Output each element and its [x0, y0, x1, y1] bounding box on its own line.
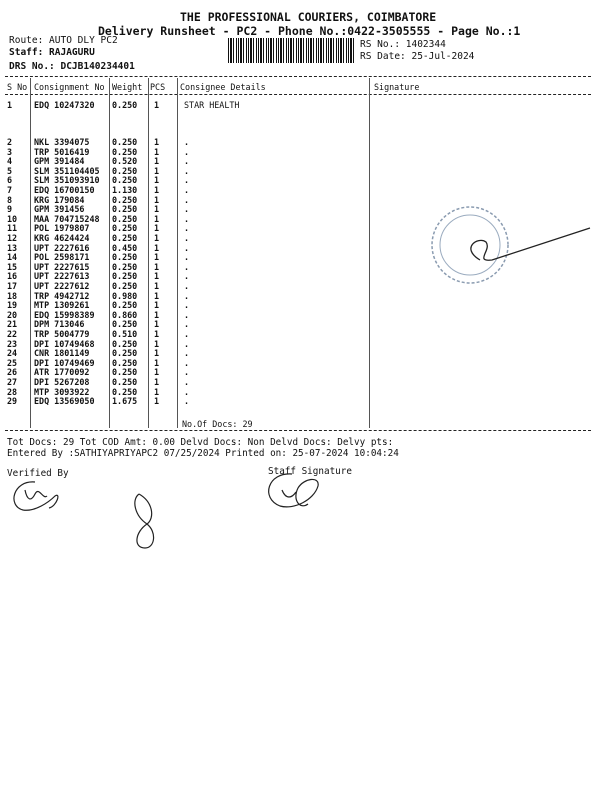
row-pcs: 1	[154, 281, 160, 291]
header-bottom-divider	[5, 94, 591, 95]
staff-label: Staff: RAJAGURU	[9, 47, 95, 58]
row-consignment: SLM 351093910	[34, 175, 100, 186]
row-pcs: 1	[154, 338, 160, 349]
row-sno: 14	[7, 252, 18, 263]
row-consignment: CNR 1801149	[34, 348, 90, 359]
row-consignee: .	[184, 252, 190, 263]
totals-line: Tot Docs: 29 Tot COD Amt: 0.00 Delvd Docs: Non Delvd Docs: Delvy pts:	[7, 437, 394, 448]
row-consignment: GPM 391456	[34, 204, 85, 215]
row-consignment: EDQ 15998389	[34, 309, 95, 320]
row-consignee: .	[184, 281, 190, 291]
row-weight: 0.520	[112, 156, 138, 167]
row-sno: 13	[7, 242, 18, 253]
row-consignment: UPT 2227615	[34, 261, 90, 272]
row-sno: 28	[7, 386, 18, 397]
row-consignment: DPI 5267208	[34, 377, 90, 387]
row-consignment: DPM 713046	[34, 319, 85, 330]
row-weight: 0.250	[112, 386, 138, 397]
table-row	[0, 359, 600, 369]
row-sno: 19	[7, 300, 18, 311]
row-weight: 0.250	[112, 367, 138, 378]
table-row	[0, 320, 600, 330]
row-consignment: DPI 10749468	[34, 338, 95, 349]
row-pcs: 1	[154, 386, 160, 397]
row-sno: 18	[7, 290, 18, 301]
row-weight: 0.250	[112, 377, 138, 387]
row-sno: 24	[7, 348, 18, 359]
row-consignee: .	[184, 357, 190, 368]
row-consignee: .	[184, 204, 190, 215]
barcode-image	[228, 38, 355, 63]
row-pcs: 1	[154, 377, 160, 387]
row-consignee: .	[184, 377, 190, 387]
row-consignee: .	[184, 309, 190, 320]
row-consignment: EDQ 13569050	[34, 396, 95, 407]
row-weight: 0.250	[112, 175, 138, 186]
row-weight: 0.250	[112, 271, 138, 282]
entered-by-line: Entered By :SATHIYAPRIYAPC2 07/25/2024 Printed on: 25-07-2024 10:04:24	[7, 448, 399, 459]
row-sno: 1	[7, 100, 13, 110]
row-sno: 12	[7, 233, 18, 243]
row-consignee: .	[184, 233, 190, 243]
row-pcs: 1	[154, 156, 160, 167]
row-consignment: MTP 3093922	[34, 386, 90, 397]
row-sno: 15	[7, 261, 18, 272]
row-consignee: .	[184, 290, 190, 301]
header-top-divider	[5, 76, 591, 77]
table-row	[0, 368, 600, 378]
drs-number: DRS No.: DCJB140234401	[9, 61, 135, 72]
row-weight: 0.250	[112, 137, 138, 147]
row-pcs: 1	[154, 329, 160, 339]
row-sno: 9	[7, 204, 13, 215]
row-pcs: 1	[154, 233, 160, 243]
row-weight: 1.130	[112, 185, 138, 195]
table-row	[0, 138, 600, 148]
row-sno: 27	[7, 377, 18, 387]
row-sno: 26	[7, 367, 18, 378]
table-row	[0, 397, 600, 407]
row-weight: 0.250	[112, 223, 138, 234]
row-sno: 22	[7, 329, 18, 339]
row-weight: 0.250	[112, 194, 138, 205]
row-weight: 0.250	[112, 319, 138, 330]
rs-date: RS Date: 25-Jul-2024	[360, 51, 475, 62]
row-pcs: 1	[154, 348, 160, 359]
table-row	[0, 292, 600, 302]
row-consignee: .	[184, 329, 190, 339]
row-weight: 0.250	[112, 204, 138, 215]
row-pcs: 1	[154, 213, 160, 224]
row-pcs: 1	[154, 252, 160, 263]
row-weight: 0.250	[112, 165, 138, 176]
row-sno: 21	[7, 319, 18, 330]
row-pcs: 1	[154, 300, 160, 311]
row-weight: 0.510	[112, 329, 138, 339]
row-consignment: TRP 5016419	[34, 146, 90, 157]
row-consignment: POL 1979807	[34, 223, 90, 234]
row-sno: 17	[7, 281, 18, 291]
row-consignee: .	[184, 271, 190, 282]
verifier-signature-icon	[5, 476, 65, 516]
table-row	[0, 186, 600, 196]
row-pcs: 1	[154, 194, 160, 205]
staff-signature-label: Staff Signature	[268, 466, 352, 477]
row-sno: 7	[7, 185, 13, 195]
row-consignee: .	[184, 213, 190, 224]
runsheet-title: Delivery Runsheet - PC2 - Phone No.:0422-3505555 - Page No.:1	[98, 24, 521, 38]
row-sno: 4	[7, 156, 13, 167]
row-consignee: .	[184, 223, 190, 234]
col-sno: S No	[7, 82, 28, 92]
row-weight: 0.250	[112, 146, 138, 157]
row-sno: 29	[7, 396, 18, 407]
row-weight: 0.250	[112, 100, 138, 110]
row-pcs: 1	[154, 242, 160, 253]
row-consignment: UPT 2227613	[34, 271, 90, 282]
row-consignee: STAR HEALTH	[184, 100, 240, 110]
row-sno: 10	[7, 213, 18, 224]
row-consignee: .	[184, 338, 190, 349]
row-weight: 1.675	[112, 396, 138, 407]
row-sno: 3	[7, 146, 13, 157]
row-weight: 0.250	[112, 261, 138, 272]
table-row	[0, 340, 600, 350]
rs-number: RS No.: 1402344	[360, 39, 446, 50]
row-sno: 25	[7, 357, 18, 368]
row-consignee: .	[184, 146, 190, 157]
row-weight: 0.250	[112, 233, 138, 243]
row-consignee: .	[184, 175, 190, 186]
row-weight: 0.980	[112, 290, 138, 301]
row-pcs: 1	[154, 137, 160, 147]
row-weight: 0.250	[112, 252, 138, 263]
row-pcs: 1	[154, 100, 160, 110]
col-consignment: Consignment No	[34, 82, 105, 92]
initials-signature-icon	[125, 490, 165, 555]
row-consignment: KRG 179084	[34, 194, 85, 205]
row-pcs: 1	[154, 146, 160, 157]
row-weight: 0.250	[112, 281, 138, 291]
row-weight: 0.250	[112, 300, 138, 311]
row-weight: 0.250	[112, 348, 138, 359]
row-pcs: 1	[154, 223, 160, 234]
row-consignee: .	[184, 156, 190, 167]
row-sno: 8	[7, 194, 13, 205]
row-pcs: 1	[154, 396, 160, 407]
row-pcs: 1	[154, 290, 160, 301]
row-consignee: .	[184, 386, 190, 397]
route-label: Route: AUTO DLY PC2	[9, 35, 118, 46]
row-consignee: .	[184, 194, 190, 205]
row-consignment: MTP 1309261	[34, 300, 90, 311]
row-consignment: POL 2598171	[34, 252, 90, 263]
row-consignment: TRP 5004779	[34, 329, 90, 339]
row-pcs: 1	[154, 175, 160, 186]
row-consignment: TRP 4942712	[34, 290, 90, 301]
row-consignee: .	[184, 319, 190, 330]
row-consignment: UPT 2227616	[34, 242, 90, 253]
row-weight: 0.250	[112, 213, 138, 224]
row-pcs: 1	[154, 367, 160, 378]
staff-signature-icon	[258, 470, 330, 520]
row-sno: 20	[7, 309, 18, 320]
row-pcs: 1	[154, 261, 160, 272]
col-weight: Weight	[112, 82, 143, 92]
row-consignment: EDQ 10247320	[34, 100, 95, 110]
row-pcs: 1	[154, 357, 160, 368]
row-sno: 11	[7, 223, 18, 234]
row-pcs: 1	[154, 204, 160, 215]
row-consignment: UPT 2227612	[34, 281, 90, 291]
table-row	[0, 311, 600, 321]
row-consignee: .	[184, 137, 190, 147]
row-consignee: .	[184, 185, 190, 195]
row-weight: 0.860	[112, 309, 138, 320]
row-consignee: .	[184, 165, 190, 176]
row-consignee: .	[184, 242, 190, 253]
table-row	[0, 148, 600, 158]
row-consignment: EDQ 16700150	[34, 185, 95, 195]
row-sno: 23	[7, 338, 18, 349]
row-sno: 5	[7, 165, 13, 176]
row-pcs: 1	[154, 309, 160, 320]
table-row	[0, 101, 600, 111]
col-signature: Signature	[374, 82, 420, 92]
no-of-docs: No.Of Docs: 29	[182, 419, 253, 429]
row-consignment: MAA 704715248	[34, 213, 100, 224]
row-pcs: 1	[154, 271, 160, 282]
row-consignee: .	[184, 396, 190, 407]
row-consignee: .	[184, 300, 190, 311]
row-sno: 16	[7, 271, 18, 282]
verified-by-label: Verified By	[7, 468, 69, 479]
row-pcs: 1	[154, 165, 160, 176]
row-consignee: .	[184, 367, 190, 378]
row-consignment: KRG 4624424	[34, 233, 90, 243]
col-consignee: Consignee Details	[180, 82, 266, 92]
row-consignment: NKL 3394075	[34, 137, 90, 147]
row-weight: 0.450	[112, 242, 138, 253]
row-consignee: .	[184, 261, 190, 272]
row-sno: 6	[7, 175, 13, 186]
table-row	[0, 378, 600, 388]
row-pcs: 1	[154, 185, 160, 195]
row-pcs: 1	[154, 319, 160, 330]
row-sno: 2	[7, 137, 13, 147]
row-weight: 0.250	[112, 357, 138, 368]
table-bottom-divider	[5, 430, 591, 431]
row-consignee: .	[184, 348, 190, 359]
company-name: THE PROFESSIONAL COURIERS, COIMBATORE	[180, 10, 437, 24]
row-consignment: GPM 391484	[34, 156, 85, 167]
row-consignment: SLM 351104405	[34, 165, 100, 176]
col-pcs: PCS	[150, 82, 166, 92]
row-consignment: DPI 10749469	[34, 357, 95, 368]
row-consignment: ATR 1770092	[34, 367, 90, 378]
company-stamp-icon	[420, 200, 595, 290]
row-weight: 0.250	[112, 338, 138, 349]
